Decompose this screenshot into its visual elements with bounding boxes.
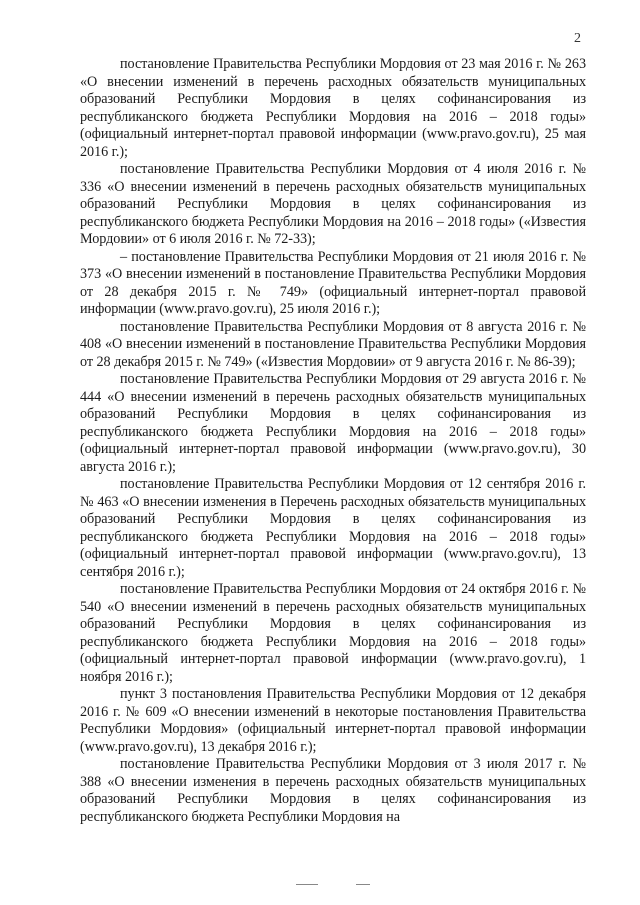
paragraph-5: постановление Правительства Республики Мордовия от 29 августа 2016 г. № 444 «О внесении изменений в перечень расходных обязательств муниципальных образований Республики Мордовия в целях софинансирования из республиканского бюджета Республики Мордовия на 2016 – 2018 годы» (официальный интернет-портал правовой информации (www.pravo.gov.ru), 30 августа 2016 г.); [80,371,586,475]
scan-mark-left [296,884,318,885]
paragraph-6: постановление Правительства Республики Мордовия от 12 сентября 2016 г. № 463 «О внесении изменения в Перечень расходных обязательств муниципальных образований Республики Мордовия в целях софинансирования из республиканского бюджета Республики Мордовия на 2016 – 2018 годы» (официальный интернет-портал правовой информации (www.pravo.gov.ru), 13 сентября 2016 г.); [80,476,586,580]
paragraph-3: – постановление Правительства Республики Мордовия от 21 июля 2016 г. № 373 «О внесении изменений в постановление Правительства Республики Мордовия от 28 декабря 2015 г. № 749» (официальный интернет-портал правовой информации (www.pravo.gov.ru), 25 июля 2016 г.); [80,248,586,317]
paragraph-2: постановление Правительства Республики Мордовия от 4 июля 2016 г. № 336 «О внесении изменений в перечень расходных обязательств муниципальных образований Республики Мордовия в целях софинансирования из республиканского бюджета Республики Мордовия на 2016 – 2018 годы» («Известия Мордовии» от 6 июля 2016 г. № 72-33); [80,161,586,247]
paragraph-8: пункт 3 постановления Правительства Республики Мордовия от 12 декабря 2016 г. № 609 «О внесении изменений в некоторые постановления Правительства Республики Мордовия» (официальный интернет-портал правовой информации (www.pravo.gov.ru), 13 декабря 2016 г.); [80,686,586,755]
page-number: 2 [574,31,581,46]
paragraph-7: постановление Правительства Республики Мордовия от 24 октября 2016 г. № 540 «О внесении изменений в перечень расходных обязательств муниципальных образований Республики Мордовия в целях софинансирования из республиканского бюджета Республики Мордовия на 2016 – 2018 годы» (официальный интернет-портал правовой информации (www.pravo.gov.ru), 1 ноября 2016 г.); [80,581,586,685]
paragraph-9: постановление Правительства Республики Мордовия от 3 июля 2017 г. № 388 «О внесении изменения в перечень расходных обязательств муниципальных образований Республики Мордовия в целях софинансирования из республиканского бюджета Республики Мордовия на [80,756,586,825]
document-body [80,56,586,826]
paragraph-1: постановление Правительства Республики Мордовия от 23 мая 2016 г. № 263 «О внесении изменений в перечень расходных обязательств муниципальных образований Республики Мордовия в целях софинансирования из республиканского бюджета Республики Мордовия на 2016 – 2018 годы» (официальный интернет-портал правовой информации (www.pravo.gov.ru), 25 мая 2016 г.); [80,56,586,160]
paragraph-4: постановление Правительства Республики Мордовия от 8 августа 2016 г. № 408 «О внесении изменений в постановление Правительства Республики Мордовия от 28 декабря 2015 г. № 749» («Известия Мордовии» от 9 августа 2016 г. № 86-39); [80,318,586,370]
scan-mark-right [356,884,370,885]
